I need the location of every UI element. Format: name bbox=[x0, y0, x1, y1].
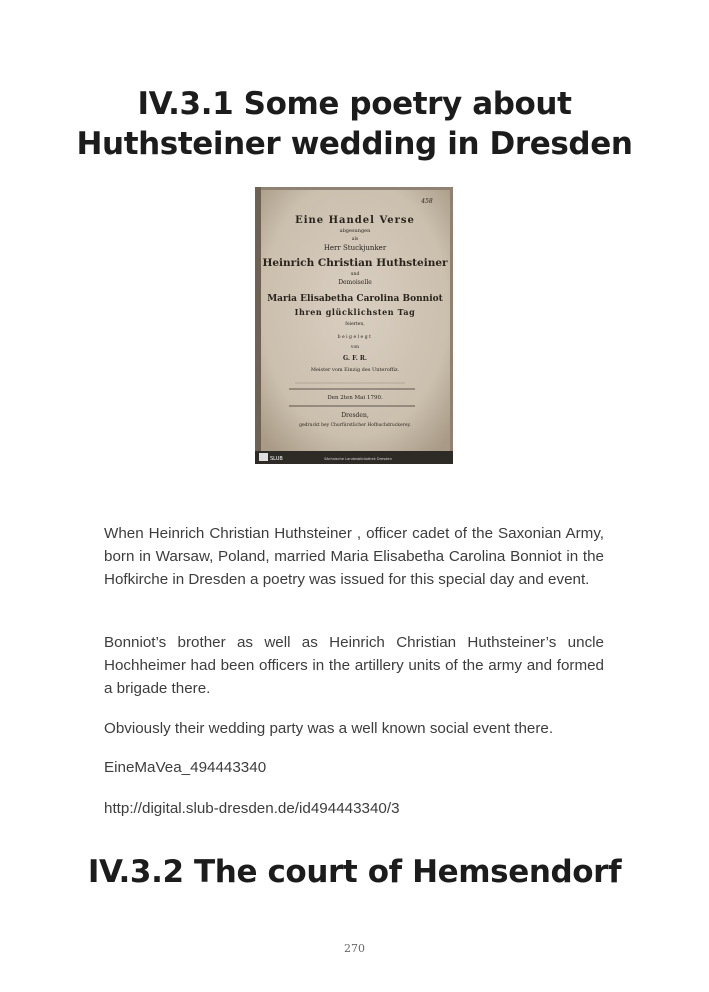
heading-line-1: IV.3.1 Some poetry about bbox=[137, 86, 572, 122]
scan-line-7: Demoiselle bbox=[338, 279, 372, 286]
scan-logo-text: SLUB bbox=[270, 456, 283, 462]
source-url: http://digital.slub-dresden.de/id494443340/3 bbox=[104, 800, 400, 818]
scan-line-4: Herr Stuckjunker bbox=[323, 244, 387, 252]
scan-line-10: feierten, bbox=[345, 322, 365, 327]
scan-footer-text: Sächsische Landesbibliothek Dresden bbox=[324, 457, 392, 461]
scan-line-2: abgesungen bbox=[339, 228, 371, 234]
scan-line-8: Maria Elisabetha Carolina Bonniot bbox=[267, 294, 443, 304]
scan-line-17: gedruckt bey Churfürstlicher Hofbuchdruckerey. bbox=[299, 423, 411, 428]
scan-line-11: beigelegt bbox=[337, 335, 373, 340]
scan-line-16: Dresden, bbox=[341, 412, 369, 419]
scan-line-15: Den 2ten Mai 1790. bbox=[327, 395, 383, 401]
paragraph-social-event: Obviously their wedding party was a well known social event there. bbox=[104, 720, 554, 738]
scan-line-13: G. F. R. bbox=[343, 355, 367, 362]
scan-line-1: Eine Handel Verse bbox=[295, 215, 415, 226]
scan-line-14: Meister vom Einzig des Unteroffiz. bbox=[310, 367, 400, 373]
page-number: 270 bbox=[344, 942, 365, 955]
scan-line-3: als bbox=[351, 237, 359, 242]
section-heading-3-1 bbox=[0, 84, 709, 164]
paragraph-brigade: Bonniot’s brother as well as Heinrich Christian Huthsteiner’s uncle Hochheimer had been officers in the artillery units of the army and formed a brigade there. bbox=[104, 634, 604, 698]
scan-line-9: Ihren glücklichsten Tag bbox=[294, 307, 416, 317]
heading-line-2: Huthsteiner wedding in Dresden bbox=[76, 126, 633, 162]
scan-line-12: von bbox=[350, 345, 360, 350]
scan-line-6: und bbox=[350, 272, 360, 277]
source-identifier: EineMaVea_494443340 bbox=[104, 759, 267, 777]
scan-line-5: Heinrich Christian Huthsteiner bbox=[262, 257, 448, 269]
slub-logo-icon bbox=[259, 453, 268, 461]
scanned-title-page-image bbox=[255, 187, 453, 464]
section-heading-3-2: IV.3.2 The court of Hemsendorf bbox=[87, 854, 622, 890]
paragraph-intro: When Heinrich Christian Huthsteiner , officer cadet of the Saxonian Army, born in Warsaw, Poland, married Maria Elisabetha Carolina Bonniot in the Hofkirche in Dresden a poetry was issued for this special day and event. bbox=[104, 525, 604, 589]
scan-corner-mark: 458 bbox=[421, 198, 433, 205]
